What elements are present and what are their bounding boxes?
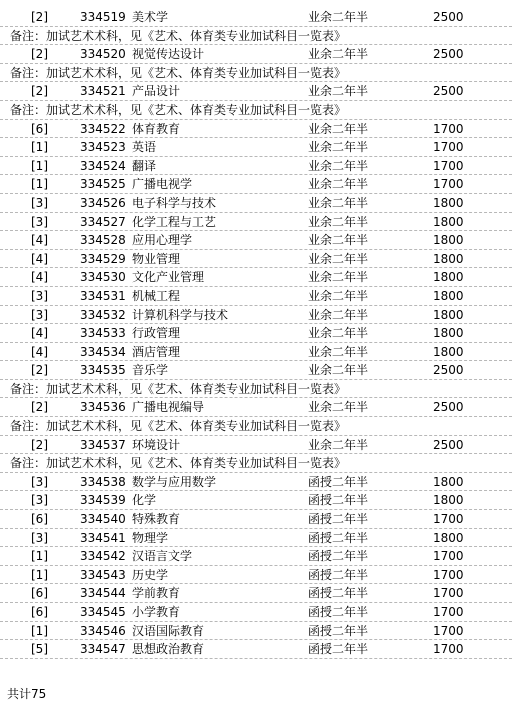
tuition-fee: 1800	[433, 326, 464, 341]
study-mode: 业余二年半	[308, 251, 369, 266]
tuition-fee: 1700	[433, 177, 464, 192]
major-code: 334536	[80, 400, 126, 415]
tuition-fee: 1800	[433, 251, 464, 266]
major-code: 334534	[80, 344, 126, 359]
major-code: 334523	[80, 140, 126, 155]
enrollment-count: [1]	[31, 177, 48, 192]
study-mode: 业余二年半	[308, 140, 369, 155]
major-code: 334543	[80, 567, 126, 582]
study-mode: 函授二年半	[308, 530, 369, 545]
major-code: 334526	[80, 195, 126, 210]
major-code: 334535	[80, 363, 126, 378]
study-mode: 函授二年半	[308, 642, 369, 657]
major-code: 334530	[80, 270, 126, 285]
study-mode: 业余二年半	[308, 10, 369, 24]
table-row	[0, 82, 512, 101]
major-name: 化学工程与工艺	[132, 214, 217, 229]
table-row	[0, 547, 512, 566]
note-text: 备注：加试艺术术科，见《艺术、体育类专业加试科目一览表》	[10, 381, 347, 396]
tuition-fee: 1800	[433, 288, 464, 303]
note-row	[0, 64, 512, 83]
tuition-fee: 1800	[433, 233, 464, 248]
table-row	[0, 120, 512, 139]
table-row	[0, 45, 512, 64]
study-mode: 业余二年半	[308, 344, 369, 359]
enrollment-count: [2]	[31, 363, 48, 378]
note-row	[0, 417, 512, 436]
enrollment-count: [4]	[31, 344, 48, 359]
tuition-fee: 1700	[433, 140, 464, 155]
major-name: 广播电视学	[132, 177, 193, 192]
tuition-fee: 1800	[433, 474, 464, 489]
tuition-fee: 1700	[433, 623, 464, 638]
study-mode: 函授二年半	[308, 623, 369, 638]
major-name: 汉语国际教育	[132, 623, 205, 638]
enrollment-count: [3]	[31, 530, 48, 545]
study-mode: 业余二年半	[308, 363, 369, 378]
major-name: 酒店管理	[132, 344, 181, 359]
study-mode: 业余二年半	[308, 158, 369, 173]
major-code: 334533	[80, 326, 126, 341]
enrollment-count: [3]	[31, 474, 48, 489]
table-row	[0, 584, 512, 603]
major-name: 特殊教育	[132, 512, 181, 527]
study-mode: 业余二年半	[308, 233, 369, 248]
tuition-fee: 2500	[433, 10, 464, 24]
enrollment-count: [5]	[31, 642, 48, 657]
major-name: 环境设计	[132, 437, 181, 452]
enrollment-count: [4]	[31, 251, 48, 266]
study-mode: 函授二年半	[308, 549, 369, 564]
major-code: 334520	[80, 47, 126, 62]
row-divider	[0, 658, 512, 659]
enrollment-count: [3]	[31, 195, 48, 210]
table-row	[0, 566, 512, 585]
enrollment-count: [1]	[31, 549, 48, 564]
major-code: 334545	[80, 605, 126, 619]
table-row	[0, 529, 512, 548]
major-code: 334542	[80, 549, 126, 564]
table-row	[0, 622, 512, 641]
table-row	[0, 175, 512, 194]
note-row	[0, 27, 512, 46]
major-code: 334528	[80, 233, 126, 248]
major-code: 334527	[80, 214, 126, 229]
major-name: 化学	[132, 493, 157, 508]
tuition-fee: 1800	[433, 214, 464, 229]
enrollment-count: [3]	[31, 288, 48, 303]
table-row	[0, 138, 512, 157]
major-code: 334541	[80, 530, 126, 545]
major-name: 英语	[132, 140, 157, 155]
major-name: 电子科学与技术	[132, 195, 217, 210]
major-name: 历史学	[132, 567, 169, 582]
major-name: 广播电视编导	[132, 400, 205, 415]
major-list-table	[0, 8, 512, 659]
study-mode: 函授二年半	[308, 512, 369, 527]
major-code: 334522	[80, 121, 126, 136]
tuition-fee: 1700	[433, 642, 464, 657]
table-row	[0, 343, 512, 362]
enrollment-count: [1]	[31, 140, 48, 155]
major-code: 334538	[80, 474, 126, 489]
major-code: 334547	[80, 642, 126, 657]
tuition-fee: 1800	[433, 344, 464, 359]
table-row	[0, 640, 512, 659]
study-mode: 业余二年半	[308, 307, 369, 322]
table-row	[0, 398, 512, 417]
major-name: 视觉传达设计	[132, 47, 205, 62]
major-name: 文化产业管理	[132, 270, 205, 285]
major-name: 机械工程	[132, 288, 181, 303]
table-row	[0, 473, 512, 492]
enrollment-count: [2]	[31, 437, 48, 452]
major-name: 计算机科学与技术	[132, 307, 229, 322]
study-mode: 业余二年半	[308, 400, 369, 415]
major-name: 音乐学	[132, 363, 169, 378]
table-row	[0, 287, 512, 306]
tuition-fee: 1700	[433, 567, 464, 582]
study-mode: 业余二年半	[308, 177, 369, 192]
table-row	[0, 603, 512, 622]
tuition-fee: 2500	[433, 437, 464, 452]
table-row	[0, 436, 512, 455]
tuition-fee: 1700	[433, 158, 464, 173]
major-name: 思想政治教育	[132, 642, 205, 657]
enrollment-count: [4]	[31, 233, 48, 248]
note-text: 备注：加试艺术术科，见《艺术、体育类专业加试科目一览表》	[10, 28, 347, 43]
tuition-fee: 1700	[433, 121, 464, 136]
enrollment-count: [4]	[31, 326, 48, 341]
major-code: 334529	[80, 251, 126, 266]
study-mode: 函授二年半	[308, 605, 369, 619]
enrollment-count: [2]	[31, 400, 48, 415]
major-code: 334531	[80, 288, 126, 303]
enrollment-count: [1]	[31, 158, 48, 173]
enrollment-count: [1]	[31, 623, 48, 638]
note-row	[0, 454, 512, 473]
major-name: 产品设计	[132, 84, 181, 99]
study-mode: 业余二年半	[308, 84, 369, 99]
major-name: 物业管理	[132, 251, 181, 266]
enrollment-count: [1]	[31, 567, 48, 582]
enrollment-count: [3]	[31, 307, 48, 322]
note-text: 备注：加试艺术术科，见《艺术、体育类专业加试科目一览表》	[10, 419, 347, 434]
tuition-fee: 2500	[433, 47, 464, 62]
study-mode: 业余二年半	[308, 121, 369, 136]
tuition-fee: 2500	[433, 84, 464, 99]
table-row	[0, 8, 512, 27]
enrollment-count: [3]	[31, 214, 48, 229]
enrollment-count: [6]	[31, 605, 48, 619]
note-row	[0, 101, 512, 120]
major-code: 334544	[80, 586, 126, 601]
tuition-fee: 2500	[433, 363, 464, 378]
enrollment-count: [6]	[31, 586, 48, 601]
table-row	[0, 157, 512, 176]
study-mode: 函授二年半	[308, 493, 369, 508]
study-mode: 业余二年半	[308, 195, 369, 210]
study-mode: 业余二年半	[308, 214, 369, 229]
major-name: 翻译	[132, 158, 157, 173]
table-row	[0, 231, 512, 250]
enrollment-count: [6]	[31, 512, 48, 527]
study-mode: 函授二年半	[308, 474, 369, 489]
major-code: 334540	[80, 512, 126, 527]
note-text: 备注：加试艺术术科，见《艺术、体育类专业加试科目一览表》	[10, 102, 347, 117]
enrollment-count: [3]	[31, 493, 48, 508]
major-code: 334521	[80, 84, 126, 99]
enrollment-count: [4]	[31, 270, 48, 285]
major-code: 334525	[80, 177, 126, 192]
enrollment-count: [2]	[31, 10, 48, 24]
note-text: 备注：加试艺术术科，见《艺术、体育类专业加试科目一览表》	[10, 456, 347, 471]
major-code: 334532	[80, 307, 126, 322]
major-code: 334546	[80, 623, 126, 638]
total-count: 共计75	[7, 687, 47, 701]
table-row	[0, 250, 512, 269]
major-code: 334519	[80, 10, 126, 24]
tuition-fee: 1700	[433, 586, 464, 601]
tuition-fee: 1800	[433, 493, 464, 508]
tuition-fee: 1800	[433, 307, 464, 322]
major-name: 体育教育	[132, 121, 181, 136]
study-mode: 业余二年半	[308, 288, 369, 303]
major-code: 334539	[80, 493, 126, 508]
table-row	[0, 194, 512, 213]
major-code: 334537	[80, 437, 126, 452]
note-row	[0, 380, 512, 399]
tuition-fee: 1700	[433, 512, 464, 527]
enrollment-count: [2]	[31, 47, 48, 62]
table-row	[0, 213, 512, 232]
table-row	[0, 510, 512, 529]
enrollment-count: [2]	[31, 84, 48, 99]
study-mode: 业余二年半	[308, 326, 369, 341]
major-name: 美术学	[132, 10, 169, 24]
table-row	[0, 361, 512, 380]
major-name: 行政管理	[132, 326, 181, 341]
major-name: 学前教育	[132, 586, 181, 601]
major-name: 汉语言文学	[132, 549, 193, 564]
major-name: 应用心理学	[132, 233, 193, 248]
table-row	[0, 268, 512, 287]
study-mode: 业余二年半	[308, 437, 369, 452]
tuition-fee: 1800	[433, 195, 464, 210]
study-mode: 业余二年半	[308, 47, 369, 62]
tuition-fee: 1800	[433, 270, 464, 285]
tuition-fee: 1700	[433, 549, 464, 564]
note-text: 备注：加试艺术术科，见《艺术、体育类专业加试科目一览表》	[10, 65, 347, 80]
tuition-fee: 1800	[433, 530, 464, 545]
major-code: 334524	[80, 158, 126, 173]
study-mode: 函授二年半	[308, 586, 369, 601]
table-row	[0, 324, 512, 343]
study-mode: 函授二年半	[308, 567, 369, 582]
major-name: 小学教育	[132, 605, 181, 619]
major-name: 数学与应用数学	[132, 474, 217, 489]
tuition-fee: 2500	[433, 400, 464, 415]
tuition-fee: 1700	[433, 605, 464, 619]
table-row	[0, 491, 512, 510]
enrollment-count: [6]	[31, 121, 48, 136]
study-mode: 业余二年半	[308, 270, 369, 285]
table-row	[0, 306, 512, 325]
major-name: 物理学	[132, 530, 169, 545]
